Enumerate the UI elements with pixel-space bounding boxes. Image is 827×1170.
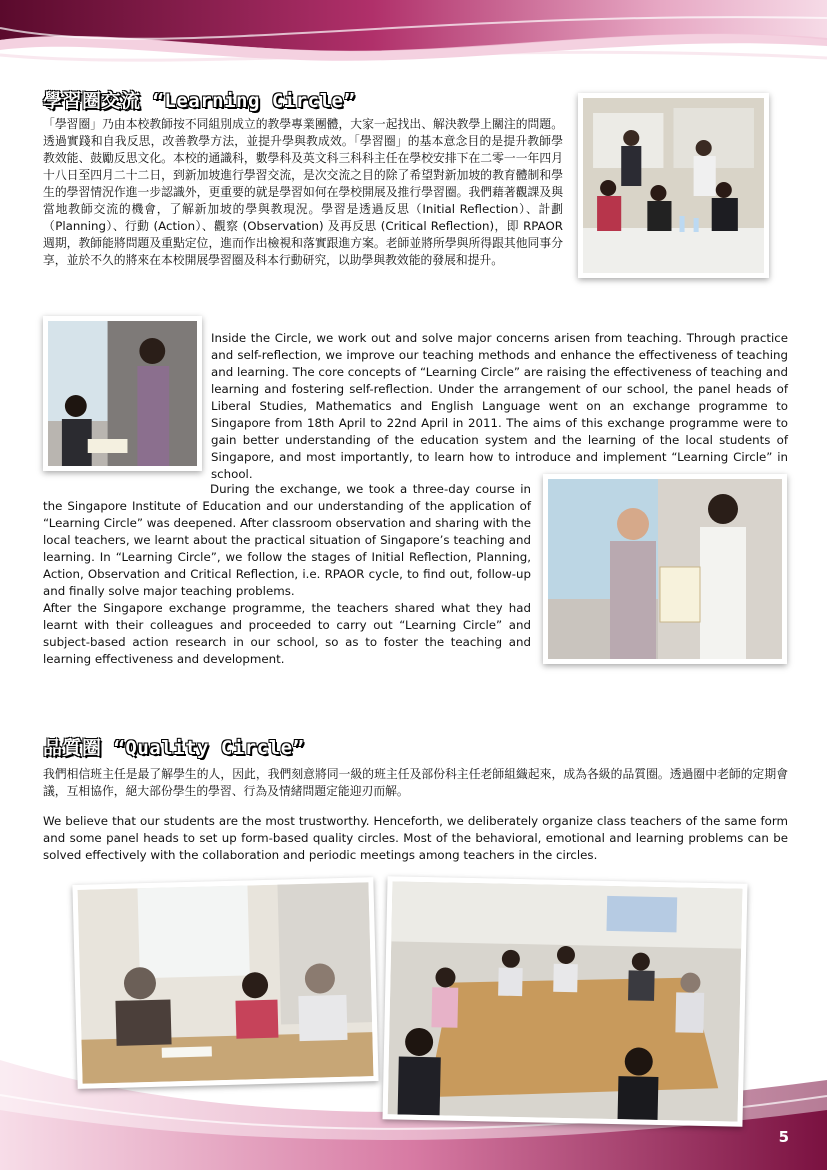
learning-circle-heading: 學習圈交流 “Learning Circle” [43,90,356,112]
learning-circle-english-p2: During the exchange, we took a three-day course in the Singapore Institute of Education and our understanding of the application of “Learning Circle” was deepened. After classroom observation and sharing with the local teachers, we learnt about the practical situation of Singapore’s teaching and learning. In “Learning Circle”, we follow the stages of Initial Reflection, Planning, Action, Observation and Critical Reflection, i.e. RPAOR cycle, to find out, follow-up and finally solve major teaching problems. [43,482,531,598]
quality-circle-meeting-photo-right [382,876,747,1126]
learning-circle-chinese-text: 「學習圈」乃由本校教師按不同組別成立的教學專業團體，大家一起找出、解決教學上關注的問題。透過實踐和自我反思，改善教學方法，並提升學與教成效。「學習圈」的基本意念目的是提升教師學教效能、鼓勵反思文化。本校的通識科，數學科及英文科三科科主任在學校安排下在二零一一年四月十八日至四月二十二日，到新加坡進行學習交流，是次交流之目的除了希望對新加坡的教育體制和學生的學習情況作進一步認識外，更重要的就是學習如何在學校開展及推行學習圈。我們藉著觀課及與當地教師交流的機會，了解新加坡的學與教現況。學習是透過反思（Initial Reflection）、計劃（Planning）、行動 (Action）、觀察 (Observation) 及再反思 (Critical Reflection)，即 RPAOR 週期，教師能將問題及重點定位，進而作出檢視和落實跟進方案。老師並將所學與所得跟其他同事分享，並於不久的將來在本校開展學習圈及科本行動研究，以助學與教效能的發展和提升。 [43,117,563,267]
quality-circle-heading: 品質圈 “Quality Circle” [43,737,305,759]
teachers-photo [43,316,202,471]
quality-circle-english-text: We believe that our students are the most trustworthy. Henceforth, we deliberately organize class teachers of the same form and some panel heads to set up form-based quality circles. Most of the behavioral, emotional and learning problems can be solved effectively with the collaboration and periodic meetings among teachers in the circles. [43,814,788,862]
quality-circle-chinese-text: 我們相信班主任是最了解學生的人，因此，我們刻意將同一級的班主任及部份科主任老師組織起來，成為各級的品質圈。透過圈中老師的定期會議，互相協作，絕大部份學生的學習、行為及情緒問題定能迎刃而解。 [43,767,788,798]
group-meeting-photo [578,93,769,278]
quality-circle-meeting-photo-left [72,877,378,1089]
certificate-presentation-photo [543,474,787,664]
learning-circle-english-p1: Inside the Circle, we work out and solve major concerns arisen from teaching. Through practice and self-reflection, we improve our teaching methods and enhance the effectiveness of teaching and learning. The core concepts of “Learning Circle” are raising the effectiveness of teaching and learning and fostering self-reflection. Under the arrangement of our school, the panel heads of Liberal Studies, Mathematics and English Language went on an exchange programme to Singapore from 18th April to 22nd April in 2011. The aims of this exchange programme were to gain better understanding of the education system and the learning of the local students of Singapore, and most importantly, to learn how to introduce and implement “Learning Circle” in school. [211,331,788,481]
page-number: 5 [778,1128,789,1146]
learning-circle-english-p3: After the Singapore exchange programme, the teachers shared what they had learnt with their colleagues and proceeded to carry out “Learning Circle” and subject-based action research in our school, so as to foster the teaching and learning effectiveness and development. [43,601,531,666]
header-swoosh-decoration [0,0,827,95]
